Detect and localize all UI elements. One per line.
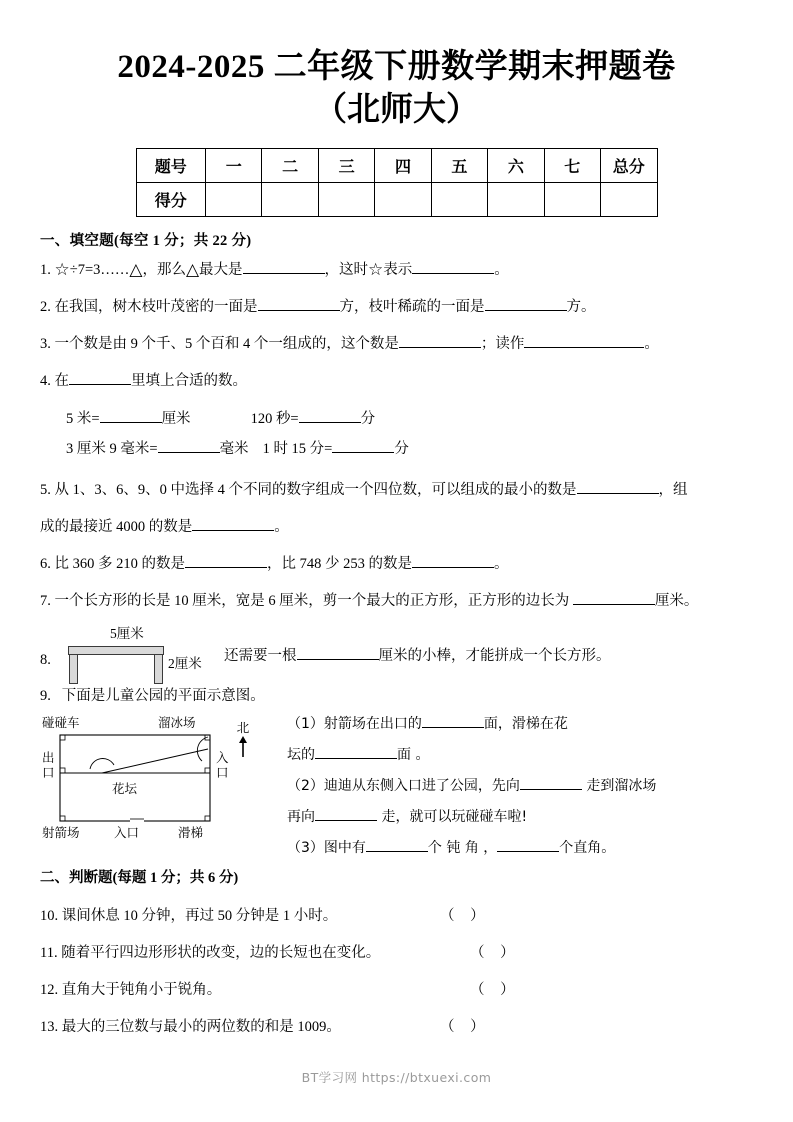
question-8-number: 8. [40, 652, 51, 668]
answer-blank[interactable] [332, 452, 394, 453]
question-2-text-b: 方，枝叶稀疏的一面是 [339, 299, 485, 315]
triangle-icon-2: △ [185, 260, 200, 279]
question-6 [40, 550, 753, 578]
question-12-content [40, 972, 221, 1009]
true-false-list [40, 898, 580, 1046]
page-subtitle: （北师大） [314, 92, 479, 128]
table-row-scores [136, 183, 657, 217]
question-5-text-b: ，组 [658, 482, 688, 498]
question-12-number: 12. [40, 982, 59, 998]
map-label-exit: 出口 [42, 751, 55, 780]
answer-blank[interactable] [243, 273, 325, 274]
conversion-4-left: 1 时 15 分= [262, 441, 333, 457]
conversion-1-left: 5 米= [66, 411, 100, 427]
score-cell-5[interactable] [431, 183, 487, 217]
sub-question-3-text-b: 个 钝 角 ， [427, 840, 498, 856]
answer-blank[interactable] [258, 310, 340, 311]
question-3-number: 3. [40, 336, 51, 352]
sub-question-3-label: （3） [287, 840, 324, 856]
answer-blank[interactable] [422, 727, 484, 728]
score-table-header-4: 四 [375, 149, 431, 183]
score-table-header-5: 五 [431, 149, 487, 183]
question-1-mid3: ，这时 [324, 262, 369, 278]
score-table-header-3: 三 [318, 149, 374, 183]
question-13-content [40, 1009, 341, 1046]
map-label-bumper-cars: 碰碰车 [42, 716, 80, 730]
score-cell-4[interactable] [375, 183, 431, 217]
question-7-number: 7. [40, 593, 51, 609]
question-10 [40, 898, 580, 935]
stick-figure-diagram [68, 626, 164, 676]
question-10-text: 课间休息 10 分钟，再过 50 分钟是 1 小时。 [61, 908, 338, 924]
sub-question-2-text-b: 走到溜冰场 [586, 778, 657, 794]
question-1-expr: ÷7=3…… [69, 262, 130, 278]
north-arrow-icon [235, 735, 251, 759]
answer-blank[interactable] [158, 452, 220, 453]
figure-top-label: 5厘米 [110, 626, 144, 641]
conversion-4-right: 分 [394, 441, 409, 457]
question-5-number: 5. [40, 482, 51, 498]
question-13-text: 最大的三位数与最小的两位数的和是 1009。 [61, 1019, 341, 1035]
sub-question-1 [287, 709, 707, 740]
question-9-block [40, 709, 753, 877]
map-label-flowerbed: 花坛 [112, 782, 138, 796]
question-9-text: 下面是儿童公园的平面示意图。 [61, 688, 265, 704]
right-vertical-stick [154, 654, 163, 684]
question-13-number: 13. [40, 1019, 59, 1035]
question-8 [40, 624, 753, 680]
triangle-icon: △ [129, 260, 143, 279]
answer-parenthesis[interactable]: （ ） [470, 982, 521, 998]
question-2-text-c: 方。 [566, 299, 596, 315]
question-8-text-a: 还需要一根 [224, 648, 297, 664]
star-icon-2: ☆ [368, 260, 384, 279]
page-title: 2024-2025 二年级下册数学期末押题卷 [117, 49, 676, 85]
score-row-label: 得分 [136, 183, 206, 217]
question-2-number: 2. [40, 299, 51, 315]
answer-blank[interactable] [297, 659, 379, 660]
question-10-number: 10. [40, 908, 59, 924]
answer-blank[interactable] [366, 851, 428, 852]
sub-question-1-label: （1） [287, 716, 324, 732]
answer-blank[interactable] [520, 789, 582, 790]
answer-blank[interactable] [192, 530, 274, 531]
question-7-text-a: 一个长方形的长是 10 厘米，宽是 6 厘米，剪一个最大的正方形，正方形的边长为 [54, 593, 570, 609]
question-11-text: 随着平行四边形形状的改变，边的长短也在变化。 [61, 945, 381, 961]
answer-parenthesis[interactable]: （ ） [440, 908, 491, 924]
question-8-text-b: 厘米的小棒，才能拼成一个长方形。 [378, 648, 611, 664]
answer-blank[interactable] [577, 493, 659, 494]
question-5-text-d: 。 [274, 519, 289, 535]
question-4-conversion-row-2 [40, 434, 753, 464]
question-1-mid4: 表示 [383, 262, 413, 278]
question-11-number: 11. [40, 945, 58, 961]
question-2 [40, 293, 753, 321]
question-6-number: 6. [40, 556, 51, 572]
answer-blank[interactable] [69, 384, 131, 385]
question-5 [40, 476, 753, 504]
question-3 [40, 330, 753, 358]
question-1-mid: ，那么 [142, 262, 186, 278]
sub-question-1-text-b: 面，滑梯在花 [483, 716, 568, 732]
answer-blank[interactable] [524, 347, 644, 348]
section-heading-1: 一、填空题(每空 1 分；共 22 分) [40, 233, 252, 249]
answer-blank[interactable] [100, 422, 162, 423]
conversion-2-right: 分 [360, 411, 376, 427]
figure-side-label: 2厘米 [168, 656, 202, 671]
score-table-header-total: 总分 [600, 149, 657, 183]
answer-blank[interactable] [485, 310, 567, 311]
score-table-header-1: 一 [206, 149, 262, 183]
question-1-end: 。 [494, 262, 509, 278]
question-1-number: 1. [40, 262, 51, 278]
score-cell-2[interactable] [262, 183, 318, 217]
score-table-container [0, 148, 793, 217]
question-9-sub-questions [287, 709, 707, 864]
section-heading-2: 二、判断题(每题 1 分；共 6 分) [40, 870, 239, 886]
exam-content [0, 229, 793, 877]
score-cell-1[interactable] [206, 183, 262, 217]
question-2-text-a: 在我国，树木枝叶茂密的一面是 [54, 299, 258, 315]
score-cell-total[interactable] [600, 183, 657, 217]
score-table-header-7: 七 [544, 149, 600, 183]
question-3-text-b: ；读作 [480, 336, 525, 352]
sub-question-3-text-c: 个直角。 [559, 840, 616, 856]
answer-blank[interactable] [412, 273, 494, 274]
answer-blank[interactable] [315, 758, 397, 759]
score-table-row-label: 题号 [136, 149, 206, 183]
question-3-text-a: 一个数是由 9 个千、5 个百和 4 个一组成的，这个数是 [54, 336, 399, 352]
question-11-content [40, 935, 380, 972]
conversion-3-left: 3 厘米 9 毫米= [66, 441, 158, 457]
map-label-slide: 滑梯 [178, 826, 204, 840]
answer-blank[interactable] [497, 851, 559, 852]
question-4 [40, 367, 753, 395]
score-cell-6[interactable] [488, 183, 544, 217]
question-4-text-a: 在 [54, 373, 69, 389]
question-12-text: 直角大于钝角小于锐角。 [61, 982, 222, 998]
horizontal-stick [68, 646, 164, 655]
answer-blank[interactable] [185, 567, 267, 568]
left-vertical-stick [69, 654, 78, 684]
conversion-2-left: 120 秒= [250, 411, 299, 427]
question-13 [40, 1009, 580, 1046]
question-1-mid2: 最大是 [199, 262, 243, 278]
sub-question-3-text-a: 图中有 [323, 840, 366, 856]
sub-question-1-text-c: 坛的 [287, 747, 315, 763]
compass-north [228, 721, 258, 762]
sub-question-2-text-a: 迪迪从东侧入口进了公园，先向 [323, 778, 520, 794]
question-4-number: 4. [40, 373, 51, 389]
sub-question-2-text-c: 再向 [287, 809, 315, 825]
question-6-text-c: 。 [494, 556, 509, 572]
answer-blank[interactable] [299, 422, 361, 423]
sub-question-1-text-d: 面 。 [397, 747, 430, 763]
table-row-headers [136, 149, 657, 183]
sub-question-2-continued [287, 802, 707, 833]
question-4-conversion-row-1 [40, 404, 753, 434]
question-5-continued [40, 513, 753, 541]
question-11 [40, 935, 580, 972]
question-5-text-a: 从 1、3、6、9、0 中选择 4 个不同的数字组成一个四位数，可以组成的最小的数是 [54, 482, 577, 498]
sub-question-1-continued [287, 740, 707, 771]
answer-blank[interactable] [573, 604, 655, 605]
question-5-text-c: 成的最接近 4000 的数是 [40, 519, 193, 535]
sub-question-2 [287, 771, 707, 802]
question-9-heading [40, 684, 753, 705]
question-8-text [224, 644, 611, 665]
sub-question-2-label: （2） [287, 778, 324, 794]
map-label-entrance-bottom: 入口 [114, 826, 140, 840]
score-table [136, 148, 658, 217]
compass-label: 北 [236, 721, 250, 735]
conversion-1-right: 厘米 [161, 411, 191, 427]
footer-watermark: BT学习网 https://btxuexi.com [301, 1070, 492, 1085]
question-12 [40, 972, 580, 1009]
question-6-text-b: ，比 748 少 253 的数是 [267, 556, 412, 572]
question-7-text-b: 厘米。 [654, 593, 699, 609]
star-icon: ☆ [54, 260, 70, 279]
sub-question-1-text-a: 射箭场在出口的 [323, 716, 422, 732]
answer-blank[interactable] [412, 567, 494, 568]
answer-parenthesis[interactable]: （ ） [440, 1019, 491, 1035]
question-4-text-b: 里填上合适的数。 [131, 373, 247, 389]
answer-blank[interactable] [399, 347, 481, 348]
question-9-number: 9. [40, 688, 51, 704]
map-label-archery-field: 射箭场 [42, 826, 80, 840]
question-3-text-c: 。 [644, 336, 659, 352]
answer-parenthesis[interactable]: （ ） [470, 945, 521, 961]
conversion-3-right: 毫米 [219, 441, 249, 457]
sub-question-2-text-d: 走，就可以玩碰碰车啦! [381, 809, 528, 825]
question-10-content [40, 898, 337, 935]
map-label-skating-rink: 溜冰场 [158, 716, 196, 730]
score-cell-3[interactable] [318, 183, 374, 217]
sub-question-3 [287, 833, 707, 864]
answer-blank[interactable] [315, 820, 377, 821]
question-7 [40, 587, 753, 615]
question-1 [40, 256, 753, 284]
map-label-entrance-right: 入口 [216, 751, 229, 780]
question-6-text-a: 比 360 多 210 的数是 [54, 556, 185, 572]
score-table-header-6: 六 [488, 149, 544, 183]
score-table-header-2: 二 [262, 149, 318, 183]
score-cell-7[interactable] [544, 183, 600, 217]
